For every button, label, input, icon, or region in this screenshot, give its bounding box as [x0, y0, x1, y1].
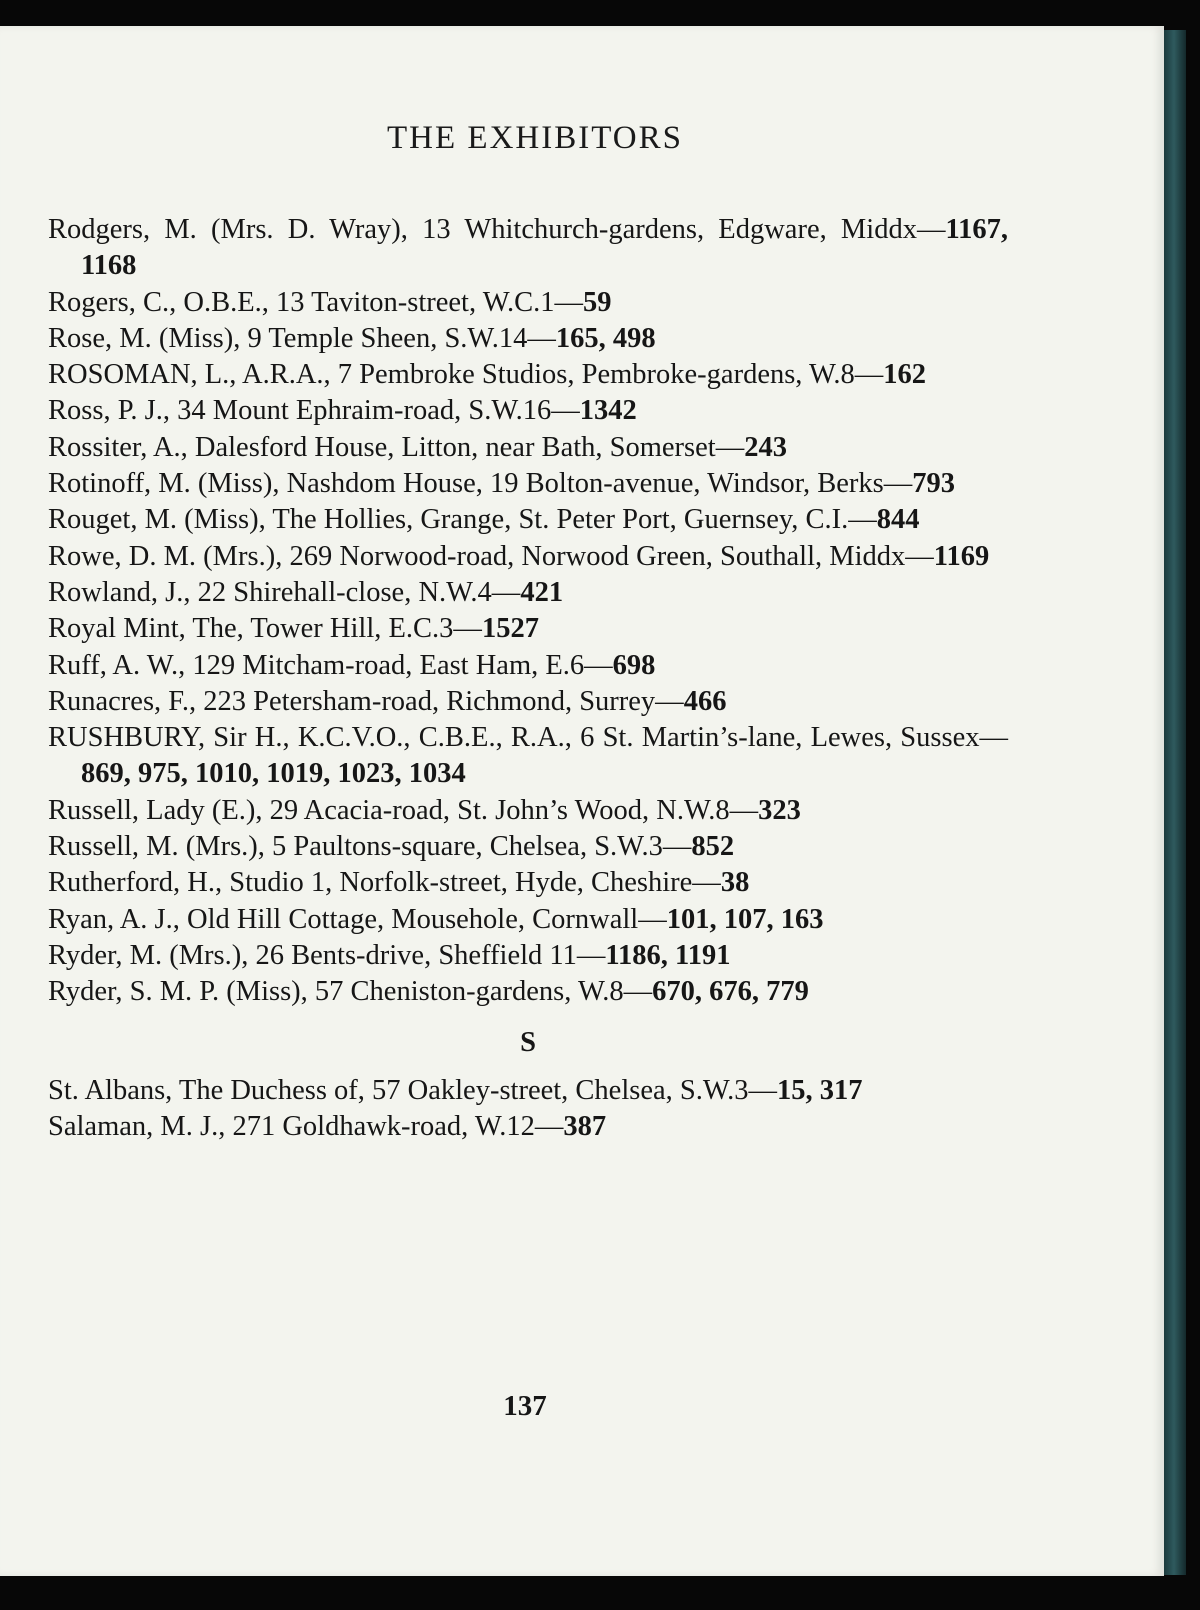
exhibitor-entry	[48, 974, 1008, 1010]
exhibit-numbers: 101, 107, 163	[666, 903, 824, 935]
exhibitor-entry	[48, 793, 1008, 829]
exhibit-numbers: 243	[744, 431, 787, 463]
exhibitor-text: Russell, M. (Mrs.), 5 Paultons-square, Chelsea, S.W.3—	[48, 831, 692, 863]
exhibitor-group-r	[48, 212, 1008, 1011]
exhibitor-list	[48, 212, 1008, 1145]
exhibit-numbers: 869, 975, 1010, 1019, 1023, 1034	[81, 758, 466, 790]
exhibitor-entry	[48, 575, 1008, 611]
exhibitor-text: Russell, Lady (E.), 29 Acacia-road, St. John’s Wood, N.W.8—	[48, 794, 759, 826]
exhibitor-entry	[48, 212, 1008, 285]
exhibitor-text: RUSHBURY, Sir H., K.C.V.O., C.B.E., R.A., 6 St. Martin’s-lane, Lewes, Sussex—	[48, 722, 1008, 754]
exhibit-numbers: 793	[912, 468, 956, 500]
exhibitor-entry	[48, 829, 1008, 865]
exhibitor-text: Ryder, M. (Mrs.), 26 Bents-drive, Sheffield 11—	[48, 939, 606, 971]
exhibitor-text: Rotinoff, M. (Miss), Nashdom House, 19 Bolton-avenue, Windsor, Berks—	[48, 468, 913, 500]
exhibitor-group-s	[48, 1073, 1008, 1146]
exhibit-numbers: 1342	[579, 395, 637, 427]
exhibit-numbers: 421	[520, 576, 564, 608]
exhibitor-text: Ryder, S. M. P. (Miss), 57 Cheniston-gardens, W.8—	[48, 976, 653, 1008]
book-spine-edge	[1164, 30, 1186, 1575]
exhibitor-entry	[48, 938, 1008, 974]
exhibitor-entry	[48, 865, 1008, 901]
exhibitor-text: Rutherford, H., Studio 1, Norfolk-street, Hyde, Cheshire—	[48, 867, 721, 899]
exhibitor-text: Rossiter, A., Dalesford House, Litton, near Bath, Somerset—	[48, 431, 745, 463]
exhibit-numbers: 1169	[933, 540, 990, 572]
exhibitor-text: Ross, P. J., 34 Mount Ephraim-road, S.W.16—	[48, 395, 580, 427]
exhibit-numbers: 162	[883, 359, 926, 391]
exhibitor-entry	[48, 466, 1008, 502]
exhibit-numbers: 852	[691, 831, 735, 863]
exhibit-numbers: 698	[612, 649, 656, 681]
exhibitor-entry	[48, 357, 1008, 393]
exhibitor-entry	[48, 393, 1008, 429]
exhibitor-text: Royal Mint, The, Tower Hill, E.C.3—	[48, 613, 482, 645]
exhibitor-entry	[48, 648, 1008, 684]
exhibitor-entry	[48, 285, 1008, 321]
exhibitor-text: Salaman, M. J., 271 Goldhawk-road, W.12—	[48, 1111, 564, 1143]
exhibitor-text: St. Albans, The Duchess of, 57 Oakley-street, Chelsea, S.W.3—	[48, 1074, 778, 1106]
exhibitor-text: Rose, M. (Miss), 9 Temple Sheen, S.W.14—	[48, 322, 556, 354]
exhibitor-entry	[48, 539, 1008, 575]
exhibitor-text: Rogers, C., O.B.E., 13 Taviton-street, W.C.1—	[48, 286, 584, 318]
exhibitor-entry	[48, 321, 1008, 357]
exhibitor-text: Ruff, A. W., 129 Mitcham-road, East Ham, E.6—	[48, 649, 613, 681]
exhibitor-text: ROSOMAN, L., A.R.A., 7 Pembroke Studios, Pembroke-gardens, W.8—	[48, 359, 884, 391]
exhibitor-text: Rodgers, M. (Mrs. D. Wray), 13 Whitchurch-gardens, Edgware, Middx—	[48, 214, 946, 245]
exhibit-numbers: 387	[563, 1111, 607, 1143]
exhibitor-text: Ryan, A. J., Old Hill Cottage, Mousehole, Cornwall—	[48, 903, 667, 935]
exhibitor-text: Rouget, M. (Miss), The Hollies, Grange, St. Peter Port, Guernsey, C.I.—	[48, 504, 877, 536]
exhibit-numbers: 38	[720, 867, 750, 899]
exhibit-numbers: 15, 317	[777, 1074, 863, 1106]
exhibitor-entry	[48, 502, 1008, 538]
exhibit-numbers: 1527	[481, 613, 539, 645]
exhibitor-entry	[48, 1073, 1008, 1109]
exhibitor-text: Runacres, F., 223 Petersham-road, Richmond, Surrey—	[48, 685, 684, 717]
exhibit-numbers: 670, 676, 779	[652, 976, 809, 1008]
exhibitor-text: Rowland, J., 22 Shirehall-close, N.W.4—	[48, 576, 521, 608]
exhibit-numbers: 1167, 1168	[81, 214, 1008, 282]
exhibit-numbers: 1186, 1191	[605, 939, 731, 971]
exhibit-numbers: 323	[758, 794, 801, 826]
exhibitor-entry	[48, 720, 1008, 793]
exhibit-numbers: 165, 498	[555, 322, 656, 354]
exhibitor-entry	[48, 902, 1008, 938]
exhibitor-entry	[48, 430, 1008, 466]
exhibitor-entry	[48, 1109, 1008, 1145]
page-header: THE EXHIBITORS	[387, 120, 683, 156]
exhibit-numbers: 466	[683, 685, 727, 717]
page-number: 137	[503, 1390, 547, 1422]
section-letter: S	[520, 1026, 536, 1058]
exhibitor-entry	[48, 684, 1008, 720]
exhibit-numbers: 59	[583, 286, 612, 318]
exhibitor-text: Rowe, D. M. (Mrs.), 269 Norwood-road, Norwood Green, Southall, Middx—	[48, 540, 934, 572]
exhibitor-entry	[48, 611, 1008, 647]
exhibit-numbers: 844	[876, 504, 920, 536]
